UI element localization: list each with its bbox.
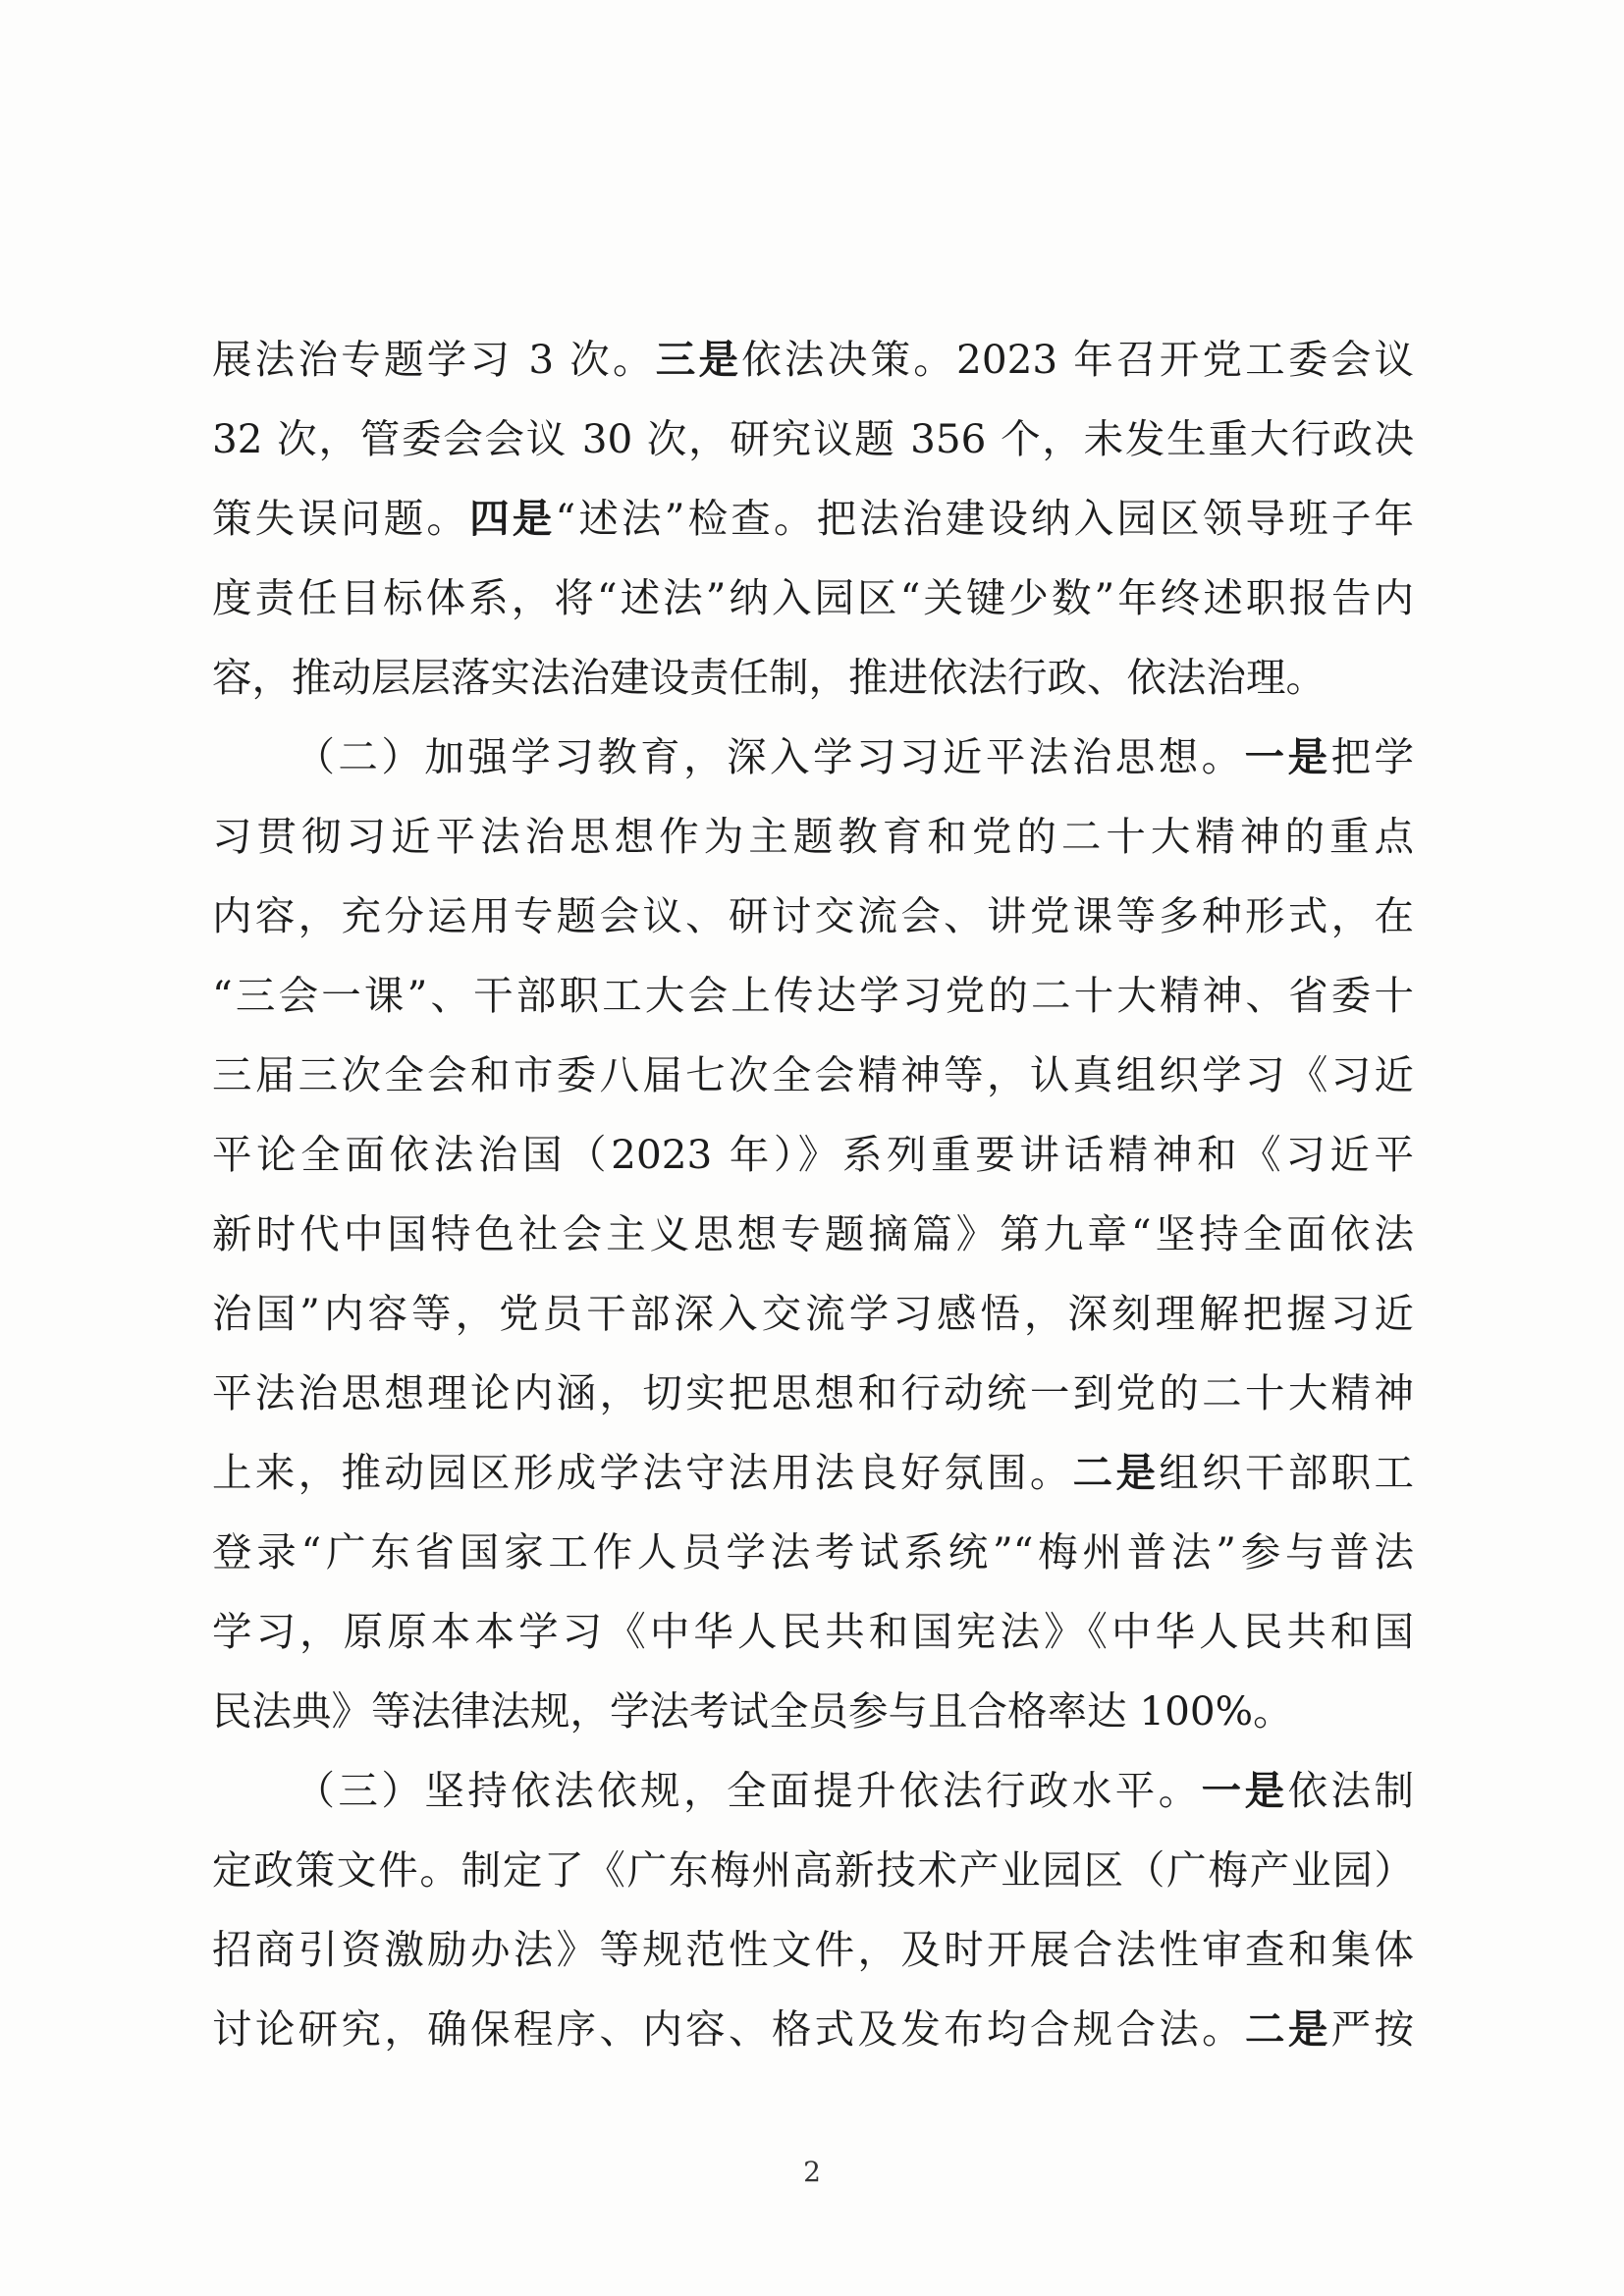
text-line: [212, 1036, 1414, 1115]
text-run: 内容，充分运用专题会议、研讨交流会、讲党课等多种形式，在: [212, 892, 1414, 939]
text-run: 学习，原原本本学习《中华人民共和国宪法》《中华人民共和国: [212, 1608, 1414, 1655]
text-run: 依法决策。2023 年召开党工委会议: [741, 336, 1414, 383]
body-text: [212, 320, 1414, 2069]
text-line: [212, 1513, 1414, 1592]
page-number: 2: [803, 2156, 821, 2188]
text-line: [212, 479, 1414, 559]
text-line: [212, 320, 1414, 400]
text-run: “述法”检查。把法治建设纳入园区领导班子年: [555, 495, 1414, 542]
text-line: [212, 1433, 1414, 1513]
text-line: [212, 718, 1414, 797]
text-run: 讨论研究，确保程序、内容、格式及发布均合规合法。: [212, 2005, 1245, 2053]
text-run: 展法治专题学习 3 次。: [212, 336, 656, 383]
text-run: （二）加强学习教育，深入学习习近平法治思想。: [292, 733, 1245, 780]
text-line: [212, 1354, 1414, 1433]
text-line: [212, 1274, 1414, 1354]
bold-text-run: 二是: [1072, 1449, 1160, 1496]
text-line: [212, 1672, 1414, 1751]
text-line: [212, 1115, 1414, 1195]
text-run: 民法典》等法律法规，学法考试全员参与且合格率达 100%。: [212, 1687, 1293, 1735]
text-run: 定政策文件。制定了《广东梅州高新技术产业园区（广梅产业园）: [212, 1846, 1414, 1894]
text-line: [212, 1195, 1414, 1274]
text-line: [212, 956, 1414, 1036]
text-run: 组织干部职工: [1159, 1449, 1414, 1496]
text-line: [212, 559, 1414, 638]
text-run: 平论全面依法治国（2023 年）》系列重要讲话精神和《习近平: [212, 1131, 1414, 1178]
text-line: [212, 1910, 1414, 1990]
text-line: [212, 877, 1414, 956]
text-run: 治国”内容等，党员干部深入交流学习感悟，深刻理解把握习近: [212, 1290, 1414, 1337]
text-run: 登录“广东省国家工作人员学法考试系统”“梅州普法”参与普法: [212, 1528, 1414, 1575]
text-line: [212, 1751, 1414, 1831]
bold-text-run: 三是: [655, 336, 742, 383]
text-run: 招商引资激励办法》等规范性文件，及时开展合法性审查和集体: [212, 1926, 1414, 1973]
text-line: [212, 400, 1414, 479]
text-run: 严按: [1330, 2005, 1414, 2053]
text-run: 度责任目标体系，将“述法”纳入园区“关键少数”年终述职报告内: [212, 574, 1414, 621]
text-run: 新时代中国特色社会主义思想专题摘篇》第九章“坚持全面依法: [212, 1210, 1414, 1257]
text-run: 三届三次全会和市委八届七次全会精神等，认真组织学习《习近: [212, 1051, 1414, 1098]
text-run: 上来，推动园区形成学法守法用法良好氛围。: [212, 1449, 1073, 1496]
text-run: 策失误问题。: [212, 495, 470, 542]
text-run: 习贯彻习近平法治思想作为主题教育和党的二十大精神的重点: [212, 813, 1414, 860]
text-run: （三）坚持依法依规，全面提升依法行政水平。: [292, 1767, 1202, 1814]
text-run: 32 次，管委会会议 30 次，研究议题 356 个，未发生重大行政决: [212, 415, 1414, 462]
text-line: [212, 638, 1414, 718]
text-run: 平法治思想理论内涵，切实把思想和行动统一到党的二十大精神: [212, 1369, 1414, 1416]
text-run: 依法制: [1287, 1767, 1414, 1814]
text-run: “三会一课”、干部职工大会上传达学习党的二十大精神、省委十: [212, 972, 1414, 1019]
text-line: [212, 797, 1414, 877]
text-run: 容，推动层层落实法治建设责任制，推进依法行政、依法治理。: [212, 654, 1326, 701]
bold-text-run: 一是: [1201, 1767, 1288, 1814]
bold-text-run: 二是: [1245, 2005, 1331, 2053]
text-line: [212, 1831, 1414, 1910]
text-run: 把学: [1330, 733, 1414, 780]
text-line: [212, 1990, 1414, 2069]
bold-text-run: 四是: [469, 495, 556, 542]
bold-text-run: 一是: [1244, 733, 1331, 780]
text-line: [212, 1592, 1414, 1672]
